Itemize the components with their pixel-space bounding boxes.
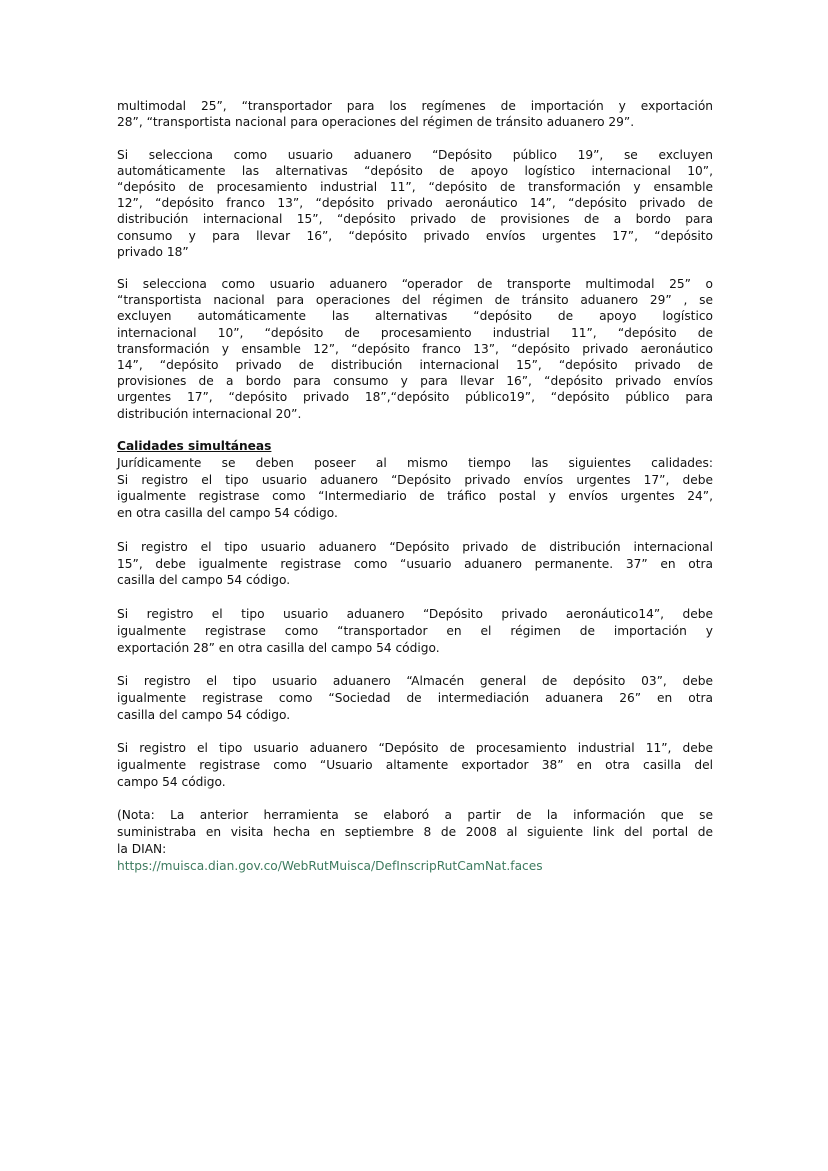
text-line: igualmente registrase como “Sociedad de intermediación aduanera 26” en otra bbox=[117, 690, 713, 705]
text-line: 15”, debe igualmente registrase como “usuario aduanero permanente. 37” en otra bbox=[117, 556, 713, 571]
text-line: Si registro el tipo usuario aduanero “Depósito de procesamiento industrial 11”, debe bbox=[117, 741, 713, 756]
text-line: Si registro el tipo usuario aduanero “Depósito privado aeronáutico14”, debe bbox=[117, 606, 713, 621]
text-line: “depósito de procesamiento industrial 11”, “depósito de transformación y ensamble bbox=[117, 179, 713, 194]
text-line: distribución internacional 15”, “depósito privado de provisiones de a bordo para bbox=[117, 212, 713, 227]
text-line: 14”, “depósito privado de distribución internacional 15”, “depósito privado de bbox=[117, 358, 713, 372]
text-line: automáticamente las alternativas “depósito de apoyo logístico internacional 10”, bbox=[117, 163, 713, 178]
text-line: transformación y ensamble 12”, “depósito franco 13”, “depósito privado aeronáutico bbox=[117, 341, 713, 356]
text-line: exportación 28” en otra casilla del campo 54 código. bbox=[117, 640, 440, 655]
text-line: casilla del campo 54 código. bbox=[117, 573, 291, 588]
text-line: casilla del campo 54 código. bbox=[117, 707, 291, 722]
text-line: Jurídicamente se deben poseer al mismo tiempo las siguientes calidades: bbox=[117, 455, 713, 470]
text-line: campo 54 código. bbox=[117, 774, 226, 789]
text-line: suministraba en visita hecha en septiembre 8 de 2008 al siguiente link del portal de bbox=[117, 825, 713, 840]
text-line: igualmente registrase como “Intermediario de tráfico postal y envíos urgentes 24”, bbox=[117, 489, 713, 504]
text-line: excluyen automáticamente las alternativas “depósito de apoyo logístico bbox=[117, 309, 713, 324]
text-line: provisiones de a bordo para consumo y para llevar 16”, “depósito privado envíos bbox=[117, 374, 713, 389]
paragraph bbox=[117, 276, 713, 422]
text-line: consumo y para llevar 16”, “depósito privado envíos urgentes 17”, “depósito bbox=[117, 228, 713, 243]
text-line: Si registro el tipo usuario aduanero “Depósito privado de distribución internacional bbox=[117, 539, 713, 554]
text-line: internacional 10”, “depósito de procesamiento industrial 11”, “depósito de bbox=[117, 325, 713, 340]
document-page bbox=[117, 98, 713, 875]
paragraph bbox=[117, 539, 713, 589]
dian-portal-link[interactable]: https://muisca.dian.gov.co/WebRutMuisca/DefInscripRutCamNat.faces bbox=[117, 858, 543, 873]
text-line: 12”, “depósito franco 13”, “depósito privado aeronáutico 14”, “depósito privado de bbox=[117, 196, 713, 211]
exclusions-section bbox=[117, 98, 713, 422]
text-line: igualmente registrase como “Usuario altamente exportador 38” en otra casilla del bbox=[117, 758, 713, 773]
section-heading: Calidades simultáneas bbox=[117, 438, 272, 453]
paragraph bbox=[117, 455, 713, 522]
text-line: (Nota: La anterior herramienta se elaboró a partir de la información que se bbox=[117, 808, 713, 823]
paragraph bbox=[117, 606, 713, 656]
text-line: privado 18” bbox=[117, 244, 189, 259]
text-line: urgentes 17”, “depósito privado 18”,“depósito público19”, “depósito público para bbox=[117, 390, 713, 405]
text-line: la DIAN: bbox=[117, 842, 167, 857]
simultaneous-qualities-section bbox=[117, 438, 713, 875]
text-line: Si registro el tipo usuario aduanero “Almacén general de depósito 03”, debe bbox=[117, 674, 713, 689]
text-line: Si registro el tipo usuario aduanero “Depósito privado envíos urgentes 17”, debe bbox=[117, 472, 713, 487]
paragraph bbox=[117, 807, 713, 857]
text-line: distribución internacional 20”. bbox=[117, 406, 302, 421]
paragraph bbox=[117, 147, 713, 260]
text-line: Si selecciona como usuario aduanero “Depósito público 19”, se excluyen bbox=[117, 147, 713, 162]
paragraph bbox=[117, 98, 713, 130]
text-line: Si selecciona como usuario aduanero “operador de transporte multimodal 25” o bbox=[117, 277, 713, 292]
text-line: “transportista nacional para operaciones del régimen de tránsito aduanero 29” , se bbox=[117, 293, 713, 308]
text-line: multimodal 25”, “transportador para los regímenes de importación y exportación bbox=[117, 99, 713, 113]
text-line: 28”, “transportista nacional para operaciones del régimen de tránsito aduanero 29”. bbox=[117, 115, 635, 130]
paragraph bbox=[117, 673, 713, 723]
text-line: igualmente registrase como “transportador en el régimen de importación y bbox=[117, 623, 713, 638]
paragraph bbox=[117, 740, 713, 790]
text-line: en otra casilla del campo 54 código. bbox=[117, 506, 338, 521]
